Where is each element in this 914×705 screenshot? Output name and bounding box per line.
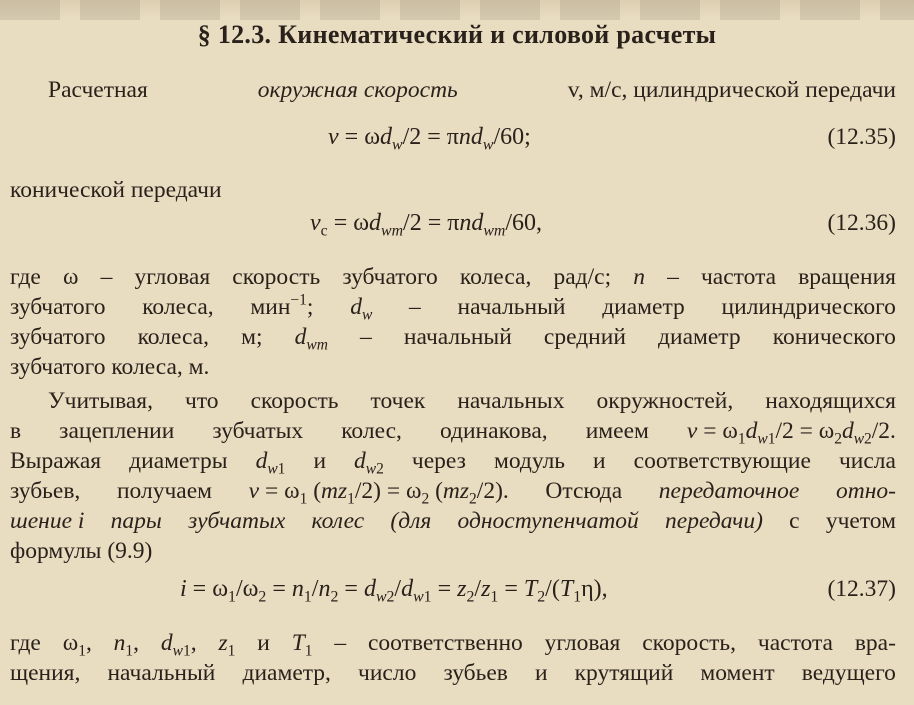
paragraph-line: где $\omega_1$, $n_1$, $d_{w1}$, $z_1$ и $T_1$ – соответственно угловая скорость, частота вра-	[10, 630, 896, 660]
paragraph-line: конической передачи	[10, 177, 222, 203]
equation-12-37: $i = \omega_1/\omega_2 = n_1/n_2 = d_{w2}/d_{w1} = z_2/z_1 = T_2/(T_1\eta)$,	[180, 576, 608, 606]
equation-number: (12.35)	[827, 124, 896, 150]
paragraph-line: Учитывая, что скорость точек начальных окружностей, находящихся	[48, 388, 896, 414]
text-run: v, м/с, цилиндрической передачи	[567, 77, 896, 103]
term-circumferential-speed: окружная скорость	[257, 77, 458, 103]
paragraph-line: зубчатого колеса, м.	[10, 354, 210, 380]
equation-number: (12.37)	[827, 576, 896, 602]
paragraph-line: формулы (9.9)	[10, 538, 153, 564]
paragraph-line	[0, 75, 914, 105]
paragraph-line: зубчатого колеса, м; $d_{wm}$ – начальный средний диаметр конического	[10, 324, 896, 354]
paragraph-line: в зацеплении зубчатых колес, одинакова, имеем $v = \omega_1d_{w1}/2 = \omega_2d_{w2}/2$.	[10, 418, 896, 448]
equation-number: (12.36)	[827, 210, 896, 236]
equation-12-36: $v_c = \omega d_{wm}/2 = \pi nd_{wm}/60$,	[310, 210, 543, 240]
paragraph-line: Выражая диаметры $d_{w1}$ и $d_{w2}$ через модуль и соответствующие числа	[10, 448, 896, 478]
paragraph-line: щения, начальный диаметр, число зубьев и крутящий момент ведущего	[10, 660, 896, 686]
section-heading: § 12.3. Кинематический и силовой расчеты	[197, 20, 717, 49]
paragraph-line: шение i пары зубчатых колес (для одноступенчатой передачи) с учетом	[10, 508, 896, 534]
paragraph-line: зубчатого колеса, мин$^{-1}$; $d_w$ – начальный диаметр цилиндрического	[10, 291, 896, 324]
paragraph-line: где ω – угловая скорость зубчатого колеса, рад/с; n – частота вращения	[10, 264, 896, 290]
text-run: Расчетная	[48, 77, 148, 103]
bleed-through-table	[0, 0, 914, 20]
paragraph-line: зубьев, получаем $v = \omega_1$ $(mz_1/2) = \omega_2$ $(mz_2/2)$. Отсюда передаточное отно-	[10, 478, 896, 508]
equation-12-35: $v = \omega d_w/2 = \pi nd_w/60$;	[328, 124, 531, 154]
